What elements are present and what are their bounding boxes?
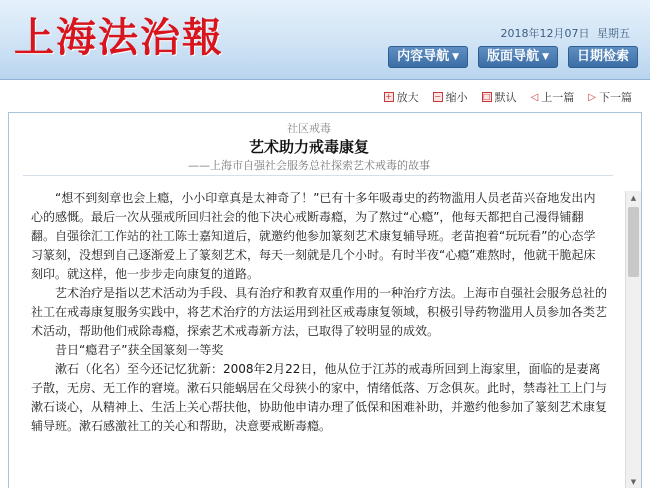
article-subtitle: ——上海市自强社会服务总社探索艺术戒毒的故事 [188, 159, 430, 172]
article-scrollbar[interactable] [625, 191, 641, 488]
article-title: 艺术助力戒毒康复 [248, 138, 369, 156]
chevron-down-icon: ▼ [542, 52, 549, 62]
scroll-down-icon[interactable]: ▼ [630, 478, 637, 486]
zoom-in-label: 放大 [396, 91, 419, 104]
prev-article-label: 上一篇 [541, 91, 575, 104]
article-paragraph: “想不到刻章也会上瘾，小小印章真是太神奇了！”已有十多年吸毒史的药物滥用人员老苗兴奋地发出内心的感慨。最后一次从强戒所回归社会的他下决心戒断毒瘾，为了熬过“心瘾”，他每天都把自己漫得铺翻翻。自强徐汇工作站的社工陈士嘉知道后，就邀约他参加篆刻艺术康复辅导班。老苗抱着“玩玩看”的心态学习篆刻，没想到自己逐渐爱上了篆刻艺术，每天一刻就是几个小时。有时半夜“心瘾”难熬时，他就干脆起床刻印。就这样，他一步步走向康复的道路。 [31, 191, 596, 281]
article-paragraph: 艺术治疗是指以艺术活动为手段、具有治疗和教育双重作用的一种治疗方法。上海市自强社会服务总社的社工在戒毒康复服务实践中，将艺术治疗的方法运用到社区戒毒康复领域，积极引导药物滥用人员参加各类艺术活动，帮助他们戒除毒瘾，探索艺术戒毒新方法，已取得了较明显的成效。 [31, 286, 608, 338]
zoom-in-icon: + [385, 92, 392, 101]
content-nav-label: 内容导航 [397, 49, 450, 64]
zoom-out-label: 缩小 [445, 91, 468, 104]
layout-nav-button[interactable] [478, 46, 558, 68]
dateline [497, 25, 631, 41]
title-divider [23, 175, 613, 176]
layout-nav-label: 版面导航 [487, 49, 540, 64]
date-text: 2018年12月07日 [500, 27, 590, 40]
content-nav-button[interactable] [388, 46, 468, 68]
default-size-label: 默认 [494, 91, 517, 104]
article-toolbar [384, 88, 632, 106]
masthead-logo[interactable]: 上海法治報 [14, 14, 224, 61]
scroll-up-icon[interactable]: ▲ [630, 194, 637, 202]
zoom-in-button[interactable] [384, 88, 419, 106]
zoom-out-button[interactable] [433, 88, 468, 106]
nav-bar [388, 46, 638, 68]
default-size-button[interactable] [482, 88, 517, 106]
chevron-down-icon: ▼ [452, 52, 460, 62]
next-article-label: 下一篇 [599, 91, 632, 104]
zoom-out-icon: − [434, 92, 441, 101]
arrow-left-icon: ◁ [530, 91, 539, 103]
prev-article-link[interactable] [531, 88, 575, 106]
date-search-label: 日期检索 [576, 49, 629, 64]
header-banner [0, 0, 650, 80]
article-panel [8, 112, 642, 488]
article-paragraph: 漱石（化名）至今还记忆犹新：2008年2月22日，他从位于江苏的戒毒所回到上海家里，面临的是妻离子散，无房、无工作的窘境。漱石只能蜗居在父母狭小的家中，情绪低落、万念俱灰。此时，禁毒社工上门与漱石谈心，从精神上、生活上关心帮扶他，协助他申请办理了低保和困难补助，并邀约他参加了篆刻艺术康复辅导班。漱石感激社工的关心和帮助，决意要戒断毒瘾。 [31, 362, 608, 433]
date-search-button[interactable] [568, 46, 638, 68]
arrow-right-icon: ▷ [588, 91, 596, 103]
scrollbar-thumb[interactable] [628, 207, 639, 277]
next-article-link[interactable] [588, 88, 632, 106]
article-subheading: 昔日“瘾君子”获全国篆刻一等奖 [55, 343, 224, 357]
weekday-text: 星期五 [597, 27, 630, 40]
reset-icon: □ [482, 92, 491, 101]
article-body [31, 189, 607, 436]
section-label: 社区戒毒 [287, 122, 331, 135]
